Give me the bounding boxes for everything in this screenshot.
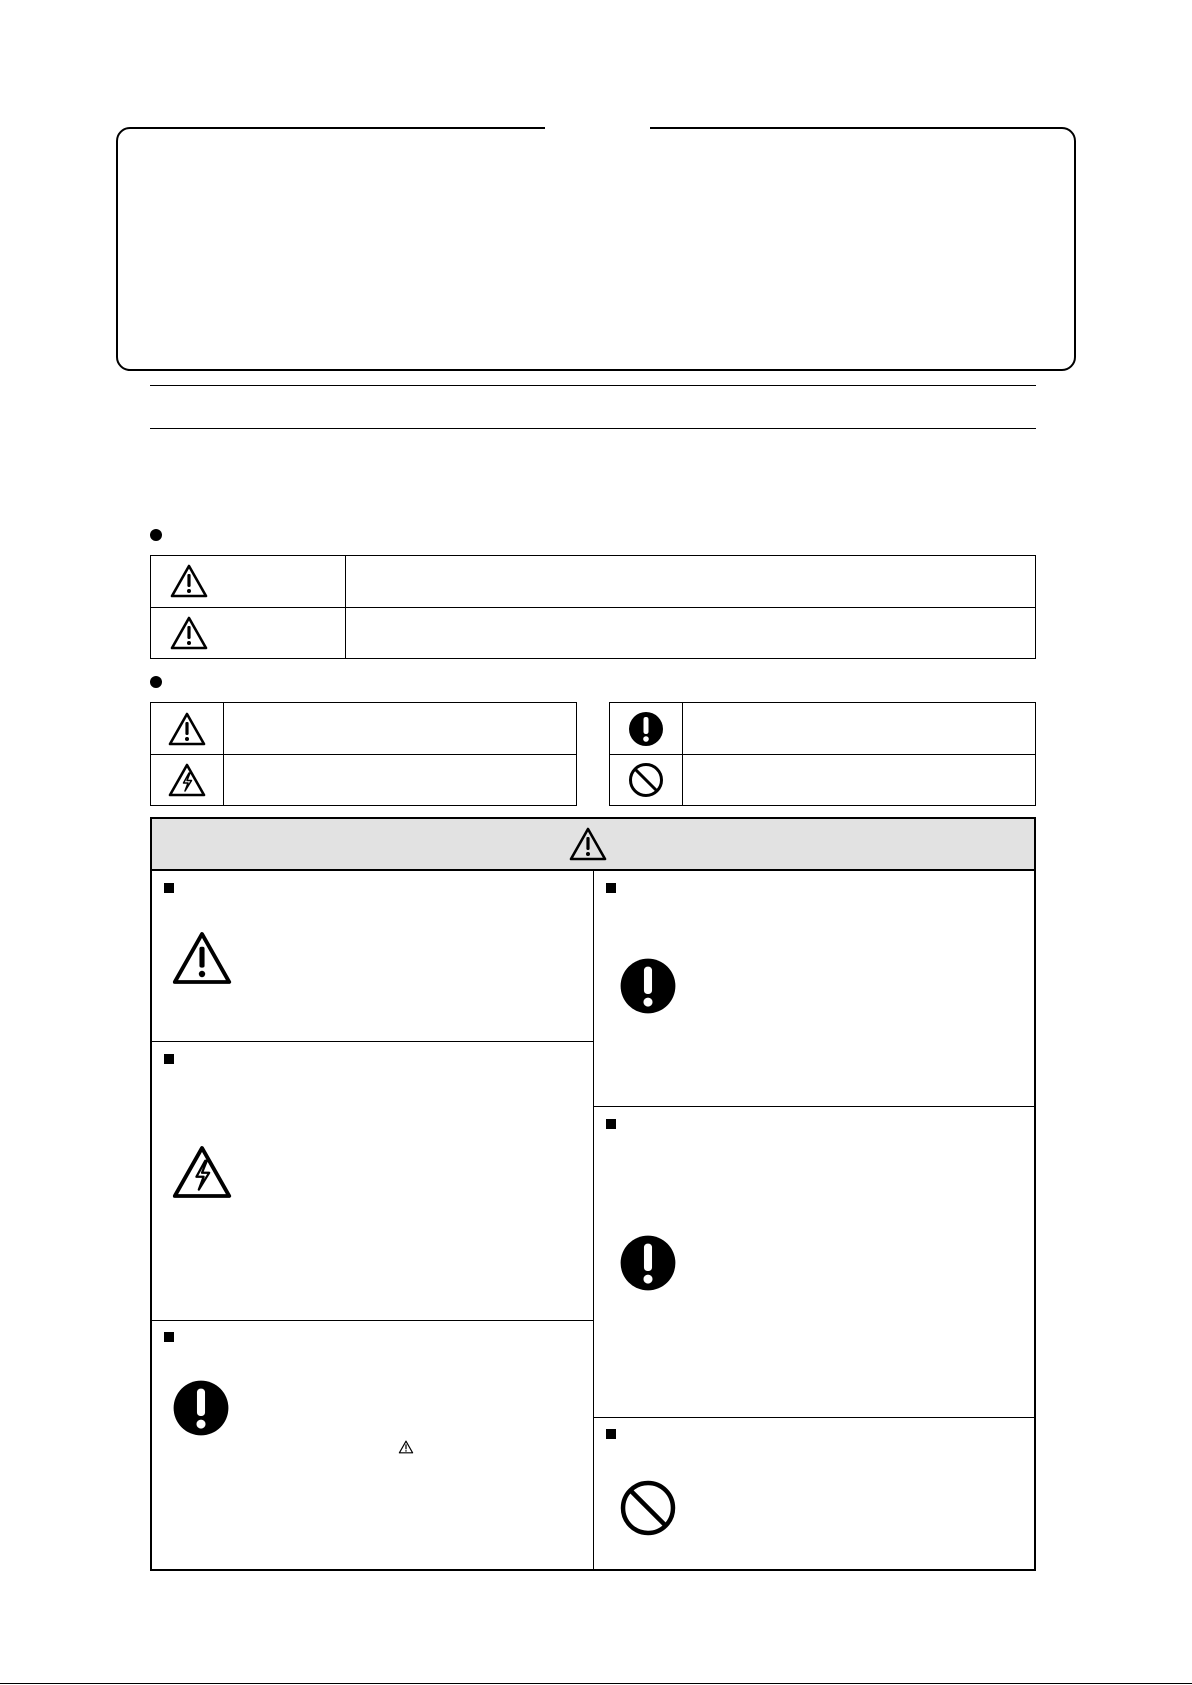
warning-triangle-icon xyxy=(568,826,608,862)
definitions-text xyxy=(347,556,1035,607)
symbols-icon-cell xyxy=(151,755,224,805)
heading-rule-bottom xyxy=(150,428,1036,429)
definitions-label-cell xyxy=(151,608,346,658)
symbols-bullet xyxy=(150,676,162,688)
warning-triangle-icon xyxy=(398,1440,414,1454)
electric-shock-icon xyxy=(170,1143,234,1201)
electric-shock-icon xyxy=(167,762,207,798)
definitions-bullet xyxy=(150,529,162,541)
warning-cell-divider xyxy=(152,1041,593,1042)
square-bullet xyxy=(164,883,174,893)
warning-header xyxy=(152,819,1034,871)
notice-frame-title-gap xyxy=(545,118,650,138)
square-bullet xyxy=(164,1332,174,1342)
definitions-label-cell xyxy=(151,556,346,607)
definitions-table xyxy=(150,555,1036,659)
notice-frame xyxy=(116,127,1076,371)
warning-triangle-icon xyxy=(167,711,207,747)
mandatory-exclamation-icon xyxy=(628,711,664,747)
prohibition-icon xyxy=(628,762,664,798)
symbols-row xyxy=(151,754,576,805)
definitions-text xyxy=(347,608,1035,658)
warning-triangle-icon xyxy=(170,929,234,987)
mandatory-exclamation-icon xyxy=(619,957,677,1015)
mandatory-exclamation-icon xyxy=(619,1234,677,1292)
symbols-table-right xyxy=(609,702,1036,806)
heading-rule-top xyxy=(150,385,1036,386)
warning-triangle-icon xyxy=(169,563,209,599)
symbols-table-left xyxy=(150,702,577,806)
page-bottom-rule xyxy=(0,1683,1192,1684)
symbols-text xyxy=(684,703,1035,754)
symbols-row xyxy=(151,703,576,754)
square-bullet xyxy=(606,1119,616,1129)
warning-triangle-icon xyxy=(169,615,209,651)
symbols-text xyxy=(684,755,1035,805)
square-bullet xyxy=(606,1429,616,1439)
symbols-row xyxy=(610,754,1035,805)
mandatory-exclamation-icon xyxy=(172,1379,230,1437)
warning-cell-divider xyxy=(152,1320,593,1321)
square-bullet xyxy=(606,883,616,893)
definitions-row xyxy=(151,607,1035,658)
square-bullet xyxy=(164,1054,174,1064)
prohibition-icon xyxy=(619,1479,677,1537)
warning-box xyxy=(150,817,1036,1571)
symbols-text xyxy=(225,755,576,805)
symbols-row xyxy=(610,703,1035,754)
symbols-text xyxy=(225,703,576,754)
symbols-icon-cell xyxy=(151,703,224,754)
warning-cell-divider xyxy=(593,1417,1034,1418)
warning-column-divider xyxy=(593,871,594,1569)
symbols-icon-cell xyxy=(610,755,683,805)
definitions-row xyxy=(151,556,1035,607)
warning-cell-divider xyxy=(593,1106,1034,1107)
symbols-icon-cell xyxy=(610,703,683,754)
